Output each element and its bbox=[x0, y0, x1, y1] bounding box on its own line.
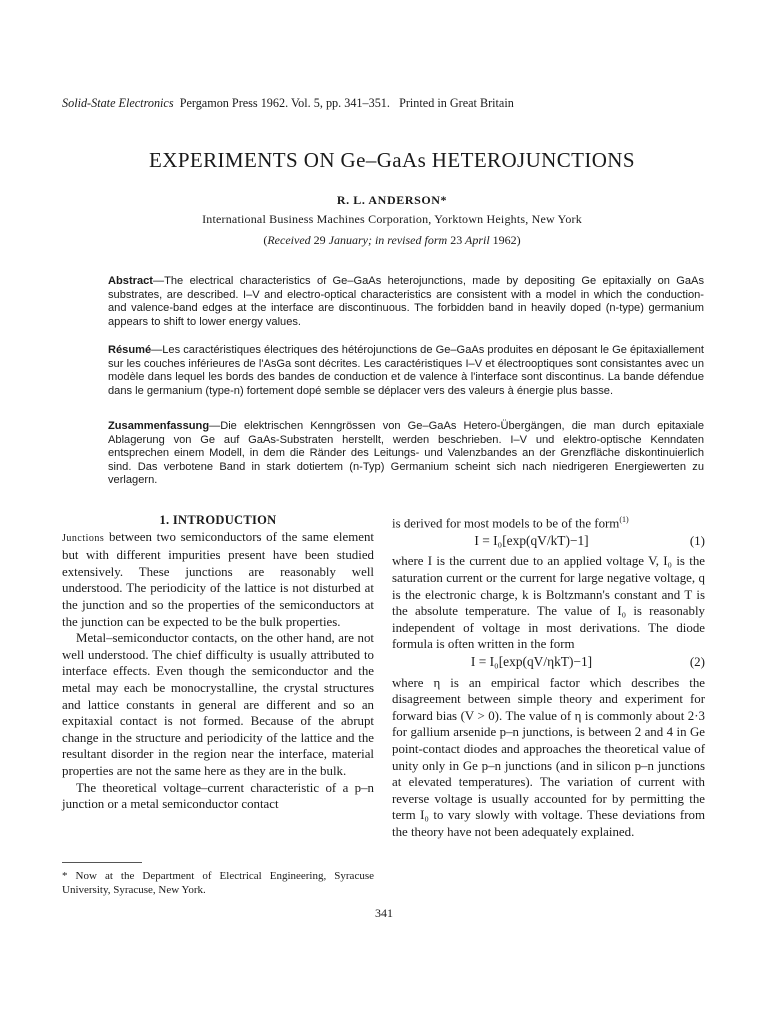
right-column bbox=[392, 512, 705, 841]
printed-info: Printed in Great Britain bbox=[399, 96, 514, 110]
intro-paragraph-2: Metal–semiconductor contacts, on the other hand, are not well understood. The chief difficulty is usually attributed to interface effects. Even though the semiconductor and the metal may each be monocrystalline, the crystal structures and lattice constants in general are different and so an expitaxial contact is not formed. Because of the abrupt change in the structure and periodicity of the lattice and the resultant disorder in the region near the interface, material properties are not the same here as they are in the bulk. bbox=[62, 631, 374, 778]
footnote-divider bbox=[62, 862, 142, 863]
resume-label: Résumé bbox=[108, 344, 152, 356]
paper-title: EXPERIMENTS ON Ge–GaAs HETEROJUNCTIONS bbox=[149, 148, 635, 172]
publisher-info: Pergamon Press 1962. Vol. 5, pp. 341–351. bbox=[179, 96, 390, 110]
right-paragraph-3: where η is an empirical factor which describes the disagreement between simple theory and experiment for forward bias (V > 0). The value of η is commonly about 2·3 for gallium arsenide p–n junctions, is between 2 and 4 in Ge point-contact diodes and approaches the theoretical value of unity only in Ge p–n junctions (and in silicon p–n junctions at elevated temperatures). The variation of current with reverse voltage is usually accounted for by permitting the term I₀ to vary slowly with voltage. These deviations from the theory have not been adequately explained. bbox=[392, 675, 705, 839]
page-number: 341 bbox=[375, 906, 393, 920]
author-name: R. L. ANDERSON* bbox=[336, 193, 448, 207]
journal-header bbox=[62, 96, 722, 111]
equation-2 bbox=[392, 654, 705, 671]
right-paragraph-2: where I is the current due to an applied voltage V, I₀ is the saturation current or the current for large negative voltage, q is the electronic charge, k is Boltzmann's constant and T is the absolute temperature. The value of I₀ is reasonably independent of voltage in most derivations. The diode formula is often written in the form bbox=[392, 554, 705, 652]
equation-2-expression: I = I₀[exp(qV/ηkT)−1] bbox=[470, 654, 593, 670]
abstract-french bbox=[108, 344, 704, 398]
reference-marker: (1) bbox=[619, 515, 629, 524]
received-dates: (Received 29 January; in revised form 23 April 1962) bbox=[263, 233, 521, 247]
equation-2-number: (2) bbox=[689, 654, 705, 670]
intro-lead-word: Junctions bbox=[62, 532, 105, 544]
zusammenfassung-text: —Die elektrischen Kenngrössen von Ge–GaAs Hetero-Übergängen, die man durch epitaxiale Ablagerung von Ge auf GaAs-Substraten herstellt, werden beschrieben. I–V und elektro-optische Kenndaten entsprechen einem Modell, in dem die Ränder des Leitungs- und Valenzbandes an der Grenzfläche diskontinuierlich sind. Das verbotene Band in stark dotiertem (n-Typ) Germanium scheint sich nach niedrigeren Energiewerten zu verlagern. bbox=[108, 420, 704, 487]
abstract-english bbox=[108, 275, 704, 329]
section-heading: 1. INTRODUCTION bbox=[159, 513, 277, 527]
author-affiliation: International Business Machines Corporation, Yorktown Heights, New York bbox=[202, 212, 582, 226]
intro-paragraph-1: Junctions between two semiconductors of the same element but with different impurities present have been studied extensively. These junctions are reasonably well understood. The periodicity of the lattice is not disturbed at the junction and so the properties of the semiconductors at the junction can be expected to be the bulk properties. bbox=[62, 529, 374, 629]
equation-1-expression: I = I₀[exp(qV/kT)−1] bbox=[474, 532, 589, 548]
abstract-german bbox=[108, 420, 704, 488]
intro-paragraph-3: The theoretical voltage–current characteristic of a p–n junction or a metal semiconductor contact bbox=[62, 780, 374, 812]
right-paragraph-1: is derived for most models to be of the form$^{(1)}$ bbox=[392, 515, 629, 531]
zusammenfassung-label: Zusammenfassung bbox=[108, 420, 210, 432]
abstract-text: —The electrical characteristics of Ge–GaAs heterojunctions, made by depositing Ge epitaxially on GaAs substrates, are described. I–V and electro-optical characteristics are consistent with a model in which the conduction- and valence-band edges at the interface are discontinuous. The forbidden band in heavily doped (n-type) germanium appears to shift to lower energy values. bbox=[108, 275, 704, 328]
left-column bbox=[62, 512, 374, 813]
equation-1 bbox=[392, 533, 705, 550]
footnote: * Now at the Department of Electrical Engineering, Syracuse University, Syracuse, New York. bbox=[62, 870, 374, 896]
equation-1-number: (1) bbox=[689, 532, 705, 548]
journal-name: Solid-State Electronics bbox=[62, 96, 174, 110]
resume-text: —Les caractéristiques électriques des hétérojunctions de Ge–GaAs produites en déposant le Ge épitaxiallement sur les couches inférieures de l'AsGa sont décrites. Les caractéristiques I–V et électrooptiques sont consistantes avec un modèle dans lequel les bords des bandes de conduction et de valence à l'interface sont discontinus. La bande défendue dans le germanium (type-n) fortement dopé semble se déplacer vers des valeurs à énergie plus basse. bbox=[108, 344, 704, 397]
abstract-label: Abstract bbox=[108, 275, 154, 287]
